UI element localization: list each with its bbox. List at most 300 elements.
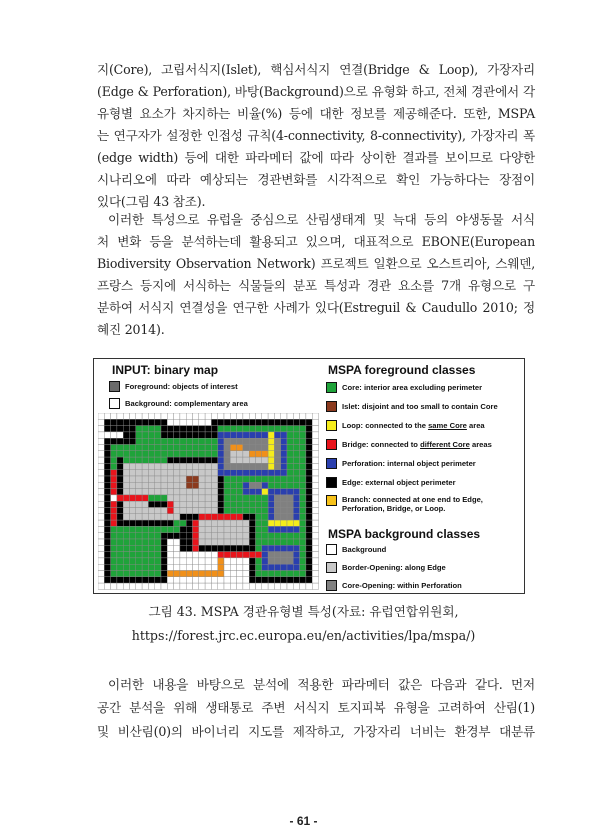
map-cell (161, 508, 167, 514)
legend-bg-background (326, 544, 386, 555)
map-cell (148, 432, 154, 438)
map-cell (230, 571, 236, 577)
map-cell (111, 577, 117, 583)
map-cell (155, 520, 161, 526)
map-cell (268, 533, 274, 539)
map-cell (300, 495, 306, 501)
map-cell (193, 432, 199, 438)
map-cell (136, 514, 142, 520)
map-cell (98, 438, 104, 444)
background-title: MSPA background classes (328, 527, 481, 541)
map-cell (306, 514, 312, 520)
map-cell (111, 533, 117, 539)
map-cell (287, 463, 293, 469)
map-cell (293, 545, 299, 551)
map-cell (199, 495, 205, 501)
map-cell (306, 501, 312, 507)
map-cell (262, 558, 268, 564)
map-cell (136, 545, 142, 551)
map-cell (98, 545, 104, 551)
map-cell (104, 463, 110, 469)
map-cell (148, 583, 154, 589)
map-cell (199, 457, 205, 463)
map-cell (161, 463, 167, 469)
map-cell (249, 501, 255, 507)
map-cell (224, 445, 230, 451)
map-cell (199, 526, 205, 532)
map-cell (174, 583, 180, 589)
map-cell (306, 482, 312, 488)
map-cell (98, 583, 104, 589)
map-cell (123, 482, 129, 488)
map-cell (287, 577, 293, 583)
map-cell (243, 432, 249, 438)
map-cell (256, 463, 262, 469)
map-cell (130, 533, 136, 539)
map-cell (287, 520, 293, 526)
map-cell (287, 571, 293, 577)
map-cell (148, 514, 154, 520)
map-cell (293, 457, 299, 463)
map-cell (262, 489, 268, 495)
map-cell (117, 564, 123, 570)
map-cell (281, 457, 287, 463)
map-cell (268, 419, 274, 425)
map-cell (312, 571, 318, 577)
legend-label: Border-Opening: along Edge (342, 563, 446, 572)
map-cell (161, 558, 167, 564)
map-cell (300, 583, 306, 589)
map-cell (98, 432, 104, 438)
map-cell (306, 526, 312, 532)
map-cell (98, 514, 104, 520)
map-cell (224, 514, 230, 520)
map-cell (186, 577, 192, 583)
map-cell (211, 571, 217, 577)
map-cell (268, 545, 274, 551)
map-cell (256, 571, 262, 577)
map-cell (224, 470, 230, 476)
map-cell (136, 413, 142, 419)
map-cell (243, 419, 249, 425)
map-cell (230, 501, 236, 507)
map-cell (224, 482, 230, 488)
map-cell (224, 533, 230, 539)
map-cell (249, 432, 255, 438)
map-cell (98, 470, 104, 476)
map-cell (293, 552, 299, 558)
map-cell (136, 419, 142, 425)
map-cell (306, 564, 312, 570)
map-cell (148, 451, 154, 457)
map-cell (148, 552, 154, 558)
map-cell (98, 564, 104, 570)
map-cell (205, 514, 211, 520)
map-cell (167, 558, 173, 564)
map-cell (268, 564, 274, 570)
map-cell (262, 451, 268, 457)
map-cell (98, 463, 104, 469)
map-cell (186, 558, 192, 564)
legend-label: Bridge: connected to (342, 440, 421, 449)
swatch-icon (326, 382, 337, 393)
map-cell (130, 489, 136, 495)
map-cell (148, 495, 154, 501)
map-cell (274, 438, 280, 444)
map-cell (161, 445, 167, 451)
map-cell (293, 526, 299, 532)
map-cell (117, 508, 123, 514)
map-cell (98, 526, 104, 532)
map-cell (167, 476, 173, 482)
text-line: 이러한 특성으로 유럽을 중심으로 산림생태계 및 늑대 등의 야생동물 서식 (108, 212, 535, 227)
binary-map-grid (98, 413, 320, 591)
map-cell (155, 577, 161, 583)
map-cell (262, 495, 268, 501)
map-cell (98, 508, 104, 514)
map-cell (256, 438, 262, 444)
map-cell (224, 552, 230, 558)
map-cell (98, 577, 104, 583)
map-cell (306, 438, 312, 444)
map-cell (211, 539, 217, 545)
map-cell (249, 514, 255, 520)
map-cell (262, 539, 268, 545)
map-cell (167, 426, 173, 432)
map-cell (193, 413, 199, 419)
map-cell (136, 426, 142, 432)
map-cell (256, 545, 262, 551)
map-cell (293, 438, 299, 444)
map-cell (193, 571, 199, 577)
legend-label-underlined: same Core (428, 421, 467, 430)
map-cell (224, 501, 230, 507)
map-cell (211, 470, 217, 476)
map-cell (180, 438, 186, 444)
map-cell (293, 476, 299, 482)
map-cell (130, 539, 136, 545)
map-cell (130, 419, 136, 425)
map-cell (199, 564, 205, 570)
map-cell (274, 489, 280, 495)
map-cell (161, 451, 167, 457)
map-cell (136, 508, 142, 514)
map-cell (161, 545, 167, 551)
map-cell (111, 583, 117, 589)
map-cell (312, 552, 318, 558)
map-cell (218, 476, 224, 482)
map-cell (123, 564, 129, 570)
map-cell (249, 577, 255, 583)
map-cell (174, 419, 180, 425)
map-cell (104, 470, 110, 476)
map-cell (199, 539, 205, 545)
map-cell (211, 526, 217, 532)
map-cell (243, 545, 249, 551)
map-cell (174, 514, 180, 520)
map-cell (293, 558, 299, 564)
map-cell (136, 438, 142, 444)
map-cell (306, 489, 312, 495)
map-cell (218, 413, 224, 419)
map-cell (205, 432, 211, 438)
map-cell (111, 558, 117, 564)
map-cell (249, 438, 255, 444)
map-cell (205, 438, 211, 444)
map-cell (142, 445, 148, 451)
map-cell (268, 558, 274, 564)
map-cell (300, 508, 306, 514)
map-cell (287, 432, 293, 438)
map-cell (155, 426, 161, 432)
map-cell (306, 577, 312, 583)
map-cell (293, 514, 299, 520)
map-cell (256, 539, 262, 545)
map-cell (306, 445, 312, 451)
map-cell (230, 451, 236, 457)
map-cell (104, 413, 110, 419)
map-cell (199, 482, 205, 488)
map-cell (268, 432, 274, 438)
map-cell (161, 426, 167, 432)
map-cell (98, 571, 104, 577)
map-cell (111, 545, 117, 551)
map-cell (243, 508, 249, 514)
map-cell (312, 451, 318, 457)
map-cell (174, 571, 180, 577)
map-cell (180, 520, 186, 526)
map-cell (224, 545, 230, 551)
map-cell (98, 419, 104, 425)
map-cell (130, 495, 136, 501)
map-cell (312, 476, 318, 482)
map-cell (180, 470, 186, 476)
map-cell (249, 463, 255, 469)
map-cell (256, 526, 262, 532)
map-cell (142, 482, 148, 488)
map-cell (155, 495, 161, 501)
map-cell (167, 545, 173, 551)
map-cell (111, 451, 117, 457)
map-cell (136, 463, 142, 469)
map-cell (117, 470, 123, 476)
swatch-icon (326, 420, 337, 431)
map-cell (293, 463, 299, 469)
map-cell (268, 508, 274, 514)
map-cell (174, 495, 180, 501)
map-cell (300, 413, 306, 419)
map-cell (224, 583, 230, 589)
map-cell (193, 564, 199, 570)
map-cell (262, 463, 268, 469)
map-cell (218, 432, 224, 438)
map-cell (193, 508, 199, 514)
map-cell (268, 457, 274, 463)
map-cell (104, 583, 110, 589)
map-cell (117, 526, 123, 532)
map-cell (274, 514, 280, 520)
map-cell (262, 526, 268, 532)
map-cell (167, 463, 173, 469)
figure-caption-url: https://forest.jrc.ec.europa.eu/en/activities/lpa/mspa/) (131, 628, 476, 643)
map-cell (148, 463, 154, 469)
map-cell (123, 545, 129, 551)
map-cell (199, 558, 205, 564)
map-cell (274, 533, 280, 539)
map-cell (111, 571, 117, 577)
map-cell (117, 457, 123, 463)
map-cell (237, 445, 243, 451)
map-cell (193, 445, 199, 451)
map-cell (180, 426, 186, 432)
map-cell (287, 526, 293, 532)
map-cell (199, 577, 205, 583)
map-cell (180, 508, 186, 514)
map-cell (237, 571, 243, 577)
map-cell (237, 489, 243, 495)
map-cell (167, 514, 173, 520)
map-cell (211, 495, 217, 501)
map-cell (142, 520, 148, 526)
map-cell (243, 558, 249, 564)
map-cell (117, 501, 123, 507)
map-cell (180, 533, 186, 539)
map-cell (306, 457, 312, 463)
map-cell (293, 432, 299, 438)
map-cell (155, 419, 161, 425)
map-cell (211, 451, 217, 457)
map-cell (224, 476, 230, 482)
map-cell (117, 463, 123, 469)
map-cell (293, 489, 299, 495)
map-cell (211, 419, 217, 425)
map-cell (167, 583, 173, 589)
swatch-icon (326, 458, 337, 469)
map-cell (218, 526, 224, 532)
map-cell (167, 552, 173, 558)
map-cell (293, 419, 299, 425)
map-cell (230, 545, 236, 551)
legend-core (326, 382, 482, 393)
map-cell (218, 445, 224, 451)
map-cell (287, 545, 293, 551)
map-cell (218, 571, 224, 577)
map-cell (237, 419, 243, 425)
map-cell (249, 564, 255, 570)
map-cell (256, 432, 262, 438)
map-cell (142, 545, 148, 551)
map-cell (174, 470, 180, 476)
map-cell (167, 413, 173, 419)
map-cell (293, 413, 299, 419)
map-cell (281, 526, 287, 532)
map-cell (130, 564, 136, 570)
map-cell (300, 533, 306, 539)
map-cell (211, 445, 217, 451)
map-cell (130, 413, 136, 419)
map-cell (218, 470, 224, 476)
map-cell (237, 545, 243, 551)
map-cell (199, 489, 205, 495)
map-cell (249, 476, 255, 482)
map-cell (142, 419, 148, 425)
map-cell (186, 451, 192, 457)
map-cell (243, 539, 249, 545)
map-cell (293, 564, 299, 570)
map-cell (186, 583, 192, 589)
legend-label: Foreground: objects of interest (125, 382, 238, 391)
map-cell (281, 508, 287, 514)
map-cell (306, 413, 312, 419)
map-cell (205, 571, 211, 577)
map-cell (281, 583, 287, 589)
map-cell (130, 571, 136, 577)
map-cell (148, 489, 154, 495)
map-cell (218, 501, 224, 507)
map-cell (256, 457, 262, 463)
map-cell (193, 526, 199, 532)
legend-loop (326, 420, 485, 431)
map-cell (211, 514, 217, 520)
map-cell (312, 533, 318, 539)
legend-label-line1: Branch: connected at one end to Edge, (342, 495, 483, 504)
map-cell (123, 533, 129, 539)
map-cell (161, 476, 167, 482)
map-cell (180, 445, 186, 451)
map-cell (256, 451, 262, 457)
map-cell (287, 445, 293, 451)
map-cell (155, 463, 161, 469)
map-cell (186, 463, 192, 469)
map-cell (262, 501, 268, 507)
legend-label: Loop: connected to the (342, 421, 429, 430)
map-cell (237, 533, 243, 539)
text-line: 이러한 내용을 바탕으로 분석에 적용한 파라메터 값은 다음과 같다. 먼저 (108, 677, 535, 692)
map-cell (117, 520, 123, 526)
map-cell (186, 495, 192, 501)
map-cell (218, 533, 224, 539)
map-cell (130, 457, 136, 463)
map-cell (148, 482, 154, 488)
map-cell (167, 445, 173, 451)
map-cell (274, 451, 280, 457)
map-cell (312, 539, 318, 545)
map-cell (161, 470, 167, 476)
map-cell (174, 482, 180, 488)
map-cell (174, 476, 180, 482)
map-cell (249, 482, 255, 488)
map-cell (287, 514, 293, 520)
map-cell (193, 482, 199, 488)
map-cell (300, 432, 306, 438)
map-cell (237, 520, 243, 526)
map-cell (224, 426, 230, 432)
map-cell (281, 451, 287, 457)
map-cell (155, 558, 161, 564)
map-cell (130, 514, 136, 520)
map-cell (161, 413, 167, 419)
map-cell (104, 545, 110, 551)
map-cell (104, 533, 110, 539)
map-cell (111, 495, 117, 501)
map-cell (98, 539, 104, 545)
map-cell (287, 495, 293, 501)
map-cell (174, 445, 180, 451)
map-cell (262, 571, 268, 577)
map-cell (312, 495, 318, 501)
map-cell (155, 413, 161, 419)
map-cell (211, 564, 217, 570)
